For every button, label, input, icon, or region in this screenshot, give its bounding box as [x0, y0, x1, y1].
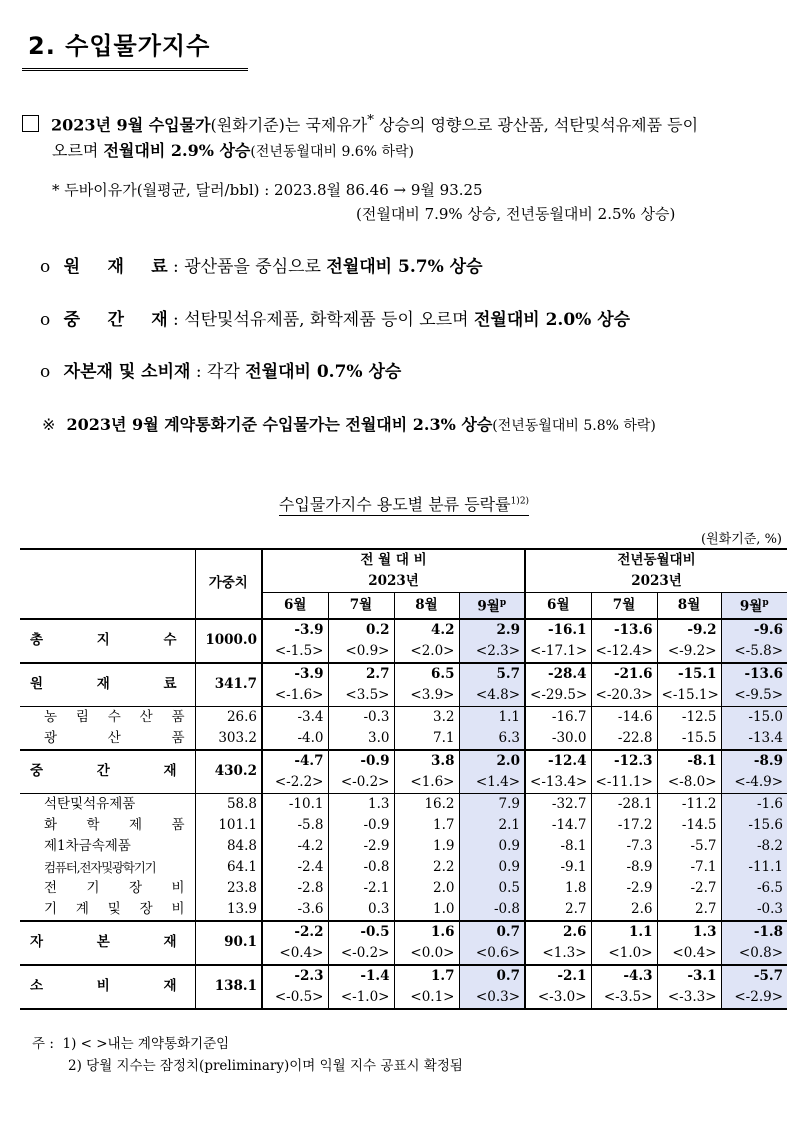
- rate-value: -3.6: [262, 899, 328, 921]
- section-title-box: [22, 22, 248, 71]
- rate-value: -11.1: [721, 857, 787, 878]
- rate-value: 1.8: [525, 878, 591, 899]
- rate-value: 7.1: [394, 728, 459, 750]
- contract-value: <-2.2>: [262, 772, 328, 794]
- month-header: 6월: [525, 593, 591, 619]
- contract-value: <0.8>: [721, 943, 787, 965]
- contract-value: <-0.5>: [262, 987, 328, 1009]
- rate-value: -28.1: [591, 793, 657, 815]
- import-price-table: [20, 548, 787, 1010]
- rate-value: 3.2: [394, 706, 459, 728]
- contract-value: <-11.1>: [591, 772, 657, 794]
- bullet-emph: 전월대비 2.0% 상승: [473, 310, 631, 330]
- rate-value: 2.7: [328, 663, 394, 685]
- rate-value: -14.7: [525, 815, 591, 836]
- bullet-capital-consumer: [40, 357, 401, 382]
- rate-value: 2.0: [459, 750, 525, 772]
- contract-value: <-0.2>: [328, 943, 394, 965]
- month-header: 8월: [657, 593, 721, 619]
- sub-row: [20, 899, 787, 921]
- rate-value: -0.9: [328, 815, 394, 836]
- caption-sup: 1)2): [510, 496, 530, 507]
- bullet-text: 석탄및석유제품, 화학제품 등이 오르며: [184, 310, 474, 330]
- main-row: [20, 663, 787, 685]
- bullet-marker: o: [40, 257, 51, 277]
- contract-value: <3.9>: [394, 685, 459, 707]
- rate-value: 16.2: [394, 793, 459, 815]
- bullet-marker: o: [40, 362, 51, 382]
- row-weight: 26.6: [195, 706, 262, 728]
- contract-value: <1.3>: [525, 943, 591, 965]
- bullet-sep: :: [167, 257, 185, 277]
- row-label: 자 본 재: [20, 921, 195, 965]
- bullet-marker: o: [40, 310, 51, 330]
- rate-value: -2.9: [591, 878, 657, 899]
- bullet-sep: :: [167, 310, 185, 330]
- rate-value: 1.9: [394, 836, 459, 857]
- row-weight: 138.1: [195, 965, 262, 1009]
- rate-value: -0.3: [721, 899, 787, 921]
- rate-value: 1.6: [394, 921, 459, 943]
- yoy-group-header: 전년동월대비: [525, 549, 787, 571]
- rate-value: 6.3: [459, 728, 525, 750]
- contract-value: <-12.4>: [591, 641, 657, 663]
- mom-group-header: 전 월 대 비: [262, 549, 525, 571]
- row-label: 석탄및석유제품: [20, 793, 195, 815]
- rate-value: -12.3: [591, 750, 657, 772]
- row-weight: 1000.0: [195, 619, 262, 663]
- rate-value: -4.3: [591, 965, 657, 987]
- header-row-1: [20, 549, 787, 571]
- intro-line-1: [22, 108, 698, 138]
- rate-value: -0.8: [459, 899, 525, 921]
- rate-value: 0.7: [459, 921, 525, 943]
- contract-value: <1.0>: [591, 943, 657, 965]
- rate-value: -3.4: [262, 706, 328, 728]
- intro-line2-text: 오르며: [52, 141, 104, 160]
- row-label: 전 기 장 비: [44, 879, 185, 896]
- weight-header: 가중치: [195, 549, 262, 619]
- row-label: 제1차금속제품: [44, 837, 131, 854]
- rate-value: 0.3: [328, 899, 394, 921]
- row-label: 컴퓨터,전자및광학기기: [44, 859, 156, 875]
- rate-value: -3.9: [262, 619, 328, 641]
- rate-value: -21.6: [591, 663, 657, 685]
- caption-text: 수입물가지수 용도별 분류 등락률: [278, 495, 511, 514]
- rate-value: -10.1: [262, 793, 328, 815]
- row-weight: 101.1: [195, 815, 262, 836]
- table-body: [20, 549, 787, 1009]
- rate-value: -4.7: [262, 750, 328, 772]
- row-label: 총 지 수: [20, 619, 195, 663]
- rate-value: 0.5: [459, 878, 525, 899]
- month-header: 7월: [328, 593, 394, 619]
- rate-value: -11.2: [657, 793, 721, 815]
- row-label: 소 비 재: [20, 965, 195, 1009]
- contract-value: <0.6>: [459, 943, 525, 965]
- row-label: 농 림 수 산 품: [20, 706, 195, 728]
- row-weight: 430.2: [195, 750, 262, 794]
- rate-value: 0.9: [459, 857, 525, 878]
- footnote-2: [68, 1054, 463, 1074]
- rate-value: -17.2: [591, 815, 657, 836]
- contract-value: <-3.0>: [525, 987, 591, 1009]
- month-header: 9월$^p$: [721, 593, 787, 619]
- rate-value: -9.6: [721, 619, 787, 641]
- rate-value: -8.2: [721, 836, 787, 857]
- rate-value: 1.3: [328, 793, 394, 815]
- rate-value: -8.1: [657, 750, 721, 772]
- contract-value: <-17.1>: [525, 641, 591, 663]
- rate-value: -2.7: [657, 878, 721, 899]
- rate-value: 1.7: [394, 815, 459, 836]
- month-header: 9월$^p$: [459, 593, 525, 619]
- rate-value: -4.0: [262, 728, 328, 750]
- rate-value: 1.0: [394, 899, 459, 921]
- row-weight: 64.1: [195, 857, 262, 878]
- row-label: 중 간 재: [20, 750, 195, 794]
- rate-value: -8.9: [721, 750, 787, 772]
- row-weight: 341.7: [195, 663, 262, 707]
- rate-value: -3.9: [262, 663, 328, 685]
- intro-text: 는 국제유가: [284, 115, 368, 135]
- rate-value: -2.3: [262, 965, 328, 987]
- rate-value: 0.7: [459, 965, 525, 987]
- rate-value: -15.0: [721, 706, 787, 728]
- rate-value: 2.6: [591, 899, 657, 921]
- yoy-year: 2023년: [525, 571, 787, 593]
- rate-value: -1.8: [721, 921, 787, 943]
- rate-value: -16.1: [525, 619, 591, 641]
- sub-row: [20, 793, 787, 815]
- section-title: 2. 수입물가지수: [28, 32, 211, 60]
- main-row: [20, 619, 787, 641]
- contract-value: <0.3>: [459, 987, 525, 1009]
- month-header: 7월: [591, 593, 657, 619]
- rate-value: -0.8: [328, 857, 394, 878]
- sub-row: [20, 857, 787, 878]
- rate-value: -1.6: [721, 793, 787, 815]
- bullet-label: 중 간 재: [63, 310, 168, 330]
- sub-row: [20, 836, 787, 857]
- contract-currency-note: [42, 412, 656, 435]
- rate-value: -5.7: [657, 836, 721, 857]
- contract-value: <0.4>: [262, 943, 328, 965]
- checkbox-icon: [22, 115, 39, 132]
- rate-value: -12.5: [657, 706, 721, 728]
- contract-value: <-9.5>: [721, 685, 787, 707]
- intro-line2-paren: (전년동월대비 9.6% 하락): [250, 144, 414, 160]
- sub-row: [20, 878, 787, 899]
- contract-value: <3.5>: [328, 685, 394, 707]
- row-label: 기 계 및 장 비: [44, 900, 185, 917]
- intro-basis: (원화기준): [210, 115, 285, 135]
- row-weight: 90.1: [195, 921, 262, 965]
- bullet-text: 각각: [207, 362, 246, 382]
- rate-value: 2.6: [525, 921, 591, 943]
- intro-emph: 2023년 9월 수입물가: [51, 115, 211, 135]
- rate-value: 3.8: [394, 750, 459, 772]
- contract-value: <-5.8>: [721, 641, 787, 663]
- sub-row: [20, 728, 787, 750]
- contract-value: <-1.5>: [262, 641, 328, 663]
- rate-value: -15.5: [657, 728, 721, 750]
- rate-value: -2.1: [525, 965, 591, 987]
- contract-value: <0.1>: [394, 987, 459, 1009]
- bullet-raw-materials: [40, 252, 483, 277]
- contract-value: <-3.5>: [591, 987, 657, 1009]
- rate-value: -7.3: [591, 836, 657, 857]
- rate-value: -1.4: [328, 965, 394, 987]
- row-weight: 13.9: [195, 899, 262, 921]
- contract-value: <-4.9>: [721, 772, 787, 794]
- contract-value: <-2.9>: [721, 987, 787, 1009]
- contract-emph: 2023년 9월 계약통화기준 수입물가는 전월대비 2.3% 상승: [66, 415, 493, 434]
- bullet-intermediate: [40, 305, 630, 330]
- rate-value: -12.4: [525, 750, 591, 772]
- row-label: 광 산 품: [44, 729, 185, 746]
- contract-value: <-9.2>: [657, 641, 721, 663]
- footnote-text: 2) 당월 지수는 잠정치(preliminary)이며 익월 지수 공표시 확정됨: [68, 1058, 463, 1074]
- bullet-sep: :: [190, 362, 207, 382]
- rate-value: -5.8: [262, 815, 328, 836]
- row-weight: 58.8: [195, 793, 262, 815]
- bullet-text: 광산품을 중심으로: [184, 257, 327, 277]
- rate-value: -13.6: [591, 619, 657, 641]
- contract-rest: (전년동월대비 5.8% 하락): [492, 418, 656, 434]
- contract-value: <-20.3>: [591, 685, 657, 707]
- contract-value: <4.8>: [459, 685, 525, 707]
- rate-value: -28.4: [525, 663, 591, 685]
- table-unit: (원화기준, %): [701, 532, 782, 547]
- rate-value: -5.7: [721, 965, 787, 987]
- main-row: [20, 921, 787, 943]
- rate-value: -6.5: [721, 878, 787, 899]
- intro-line-2: [52, 138, 414, 165]
- rate-value: 2.0: [394, 878, 459, 899]
- rate-value: 3.0: [328, 728, 394, 750]
- contract-value: <2.3>: [459, 641, 525, 663]
- rate-value: 1.1: [459, 706, 525, 728]
- rate-value: -2.4: [262, 857, 328, 878]
- contract-value: <-1.6>: [262, 685, 328, 707]
- main-row: [20, 750, 787, 772]
- intro-star: *: [367, 113, 374, 128]
- rate-value: -13.4: [721, 728, 787, 750]
- rate-value: 2.7: [525, 899, 591, 921]
- rate-value: -8.9: [591, 857, 657, 878]
- rate-value: -30.0: [525, 728, 591, 750]
- rate-value: -3.1: [657, 965, 721, 987]
- main-row: [20, 965, 787, 987]
- rate-value: -9.2: [657, 619, 721, 641]
- contract-value: <-13.4>: [525, 772, 591, 794]
- rate-value: 1.3: [657, 921, 721, 943]
- contract-value: <0.4>: [657, 943, 721, 965]
- intro-line2-emph: 전월대비 2.9% 상승: [103, 141, 251, 160]
- rate-value: 1.1: [591, 921, 657, 943]
- bullet-label: 자본재 및 소비재: [63, 362, 191, 382]
- rate-value: 2.2: [394, 857, 459, 878]
- rate-value: -22.8: [591, 728, 657, 750]
- contract-value: <-29.5>: [525, 685, 591, 707]
- mom-year: 2023년: [262, 571, 525, 593]
- rate-value: -13.6: [721, 663, 787, 685]
- rate-value: -4.2: [262, 836, 328, 857]
- rate-value: -9.1: [525, 857, 591, 878]
- sub-row: [20, 706, 787, 728]
- footnote-text: 1) < >내는 계약통화기준임: [62, 1036, 230, 1052]
- rate-value: -16.7: [525, 706, 591, 728]
- rate-value: 0.2: [328, 619, 394, 641]
- month-header: 6월: [262, 593, 328, 619]
- rate-value: -0.5: [328, 921, 394, 943]
- dubai-note-2: (전월대비 7.9% 상승, 전년동월대비 2.5% 상승): [356, 205, 676, 223]
- row-label: 화 학 제 품: [44, 816, 185, 833]
- contract-value: <-3.3>: [657, 987, 721, 1009]
- rate-value: -14.5: [657, 815, 721, 836]
- rate-value: -32.7: [525, 793, 591, 815]
- rate-value: -2.1: [328, 878, 394, 899]
- rate-value: 1.7: [394, 965, 459, 987]
- rate-value: 4.2: [394, 619, 459, 641]
- rate-value: 2.7: [657, 899, 721, 921]
- row-weight: 23.8: [195, 878, 262, 899]
- intro-text-2: 상승의 영향으로 광산품, 석탄및석유제품 등이: [373, 115, 699, 135]
- rate-value: 2.1: [459, 815, 525, 836]
- row-weight: 303.2: [195, 728, 262, 750]
- sub-row: [20, 815, 787, 836]
- rate-value: -14.6: [591, 706, 657, 728]
- rate-value: -7.1: [657, 857, 721, 878]
- footnote-prefix: 주 :: [32, 1036, 54, 1052]
- rate-value: 0.9: [459, 836, 525, 857]
- rate-value: 2.9: [459, 619, 525, 641]
- rate-value: -8.1: [525, 836, 591, 857]
- rate-value: -2.9: [328, 836, 394, 857]
- contract-value: <1.4>: [459, 772, 525, 794]
- row-label: 원 재 료: [20, 663, 195, 707]
- header-corner: [20, 549, 195, 619]
- rate-value: 7.9: [459, 793, 525, 815]
- rate-value: 5.7: [459, 663, 525, 685]
- bullet-emph: 전월대비 0.7% 상승: [245, 362, 402, 382]
- footnote-1: [32, 1032, 229, 1052]
- bullet-emph: 전월대비 5.7% 상승: [326, 257, 483, 277]
- rate-value: -0.9: [328, 750, 394, 772]
- contract-value: <-0.2>: [328, 772, 394, 794]
- bullet-label: 원 재 료: [63, 257, 168, 277]
- table-caption: [0, 492, 808, 515]
- contract-value: <-15.1>: [657, 685, 721, 707]
- rate-value: -2.2: [262, 921, 328, 943]
- rate-value: -15.1: [657, 663, 721, 685]
- contract-value: <2.0>: [394, 641, 459, 663]
- contract-value: <0.9>: [328, 641, 394, 663]
- contract-value: <0.0>: [394, 943, 459, 965]
- rate-value: -15.6: [721, 815, 787, 836]
- dubai-note: * 두바이유가(월평균, 달러/bbl) : 2023.8월 86.46 → 9월 93.25: [52, 181, 483, 199]
- contract-value: <1.6>: [394, 772, 459, 794]
- rate-value: -0.3: [328, 706, 394, 728]
- contract-value: <-1.0>: [328, 987, 394, 1009]
- rate-value: 6.5: [394, 663, 459, 685]
- month-header: 8월: [394, 593, 459, 619]
- ref-mark: ※: [42, 415, 56, 434]
- contract-value: <-8.0>: [657, 772, 721, 794]
- rate-value: -2.8: [262, 878, 328, 899]
- row-weight: 84.8: [195, 836, 262, 857]
